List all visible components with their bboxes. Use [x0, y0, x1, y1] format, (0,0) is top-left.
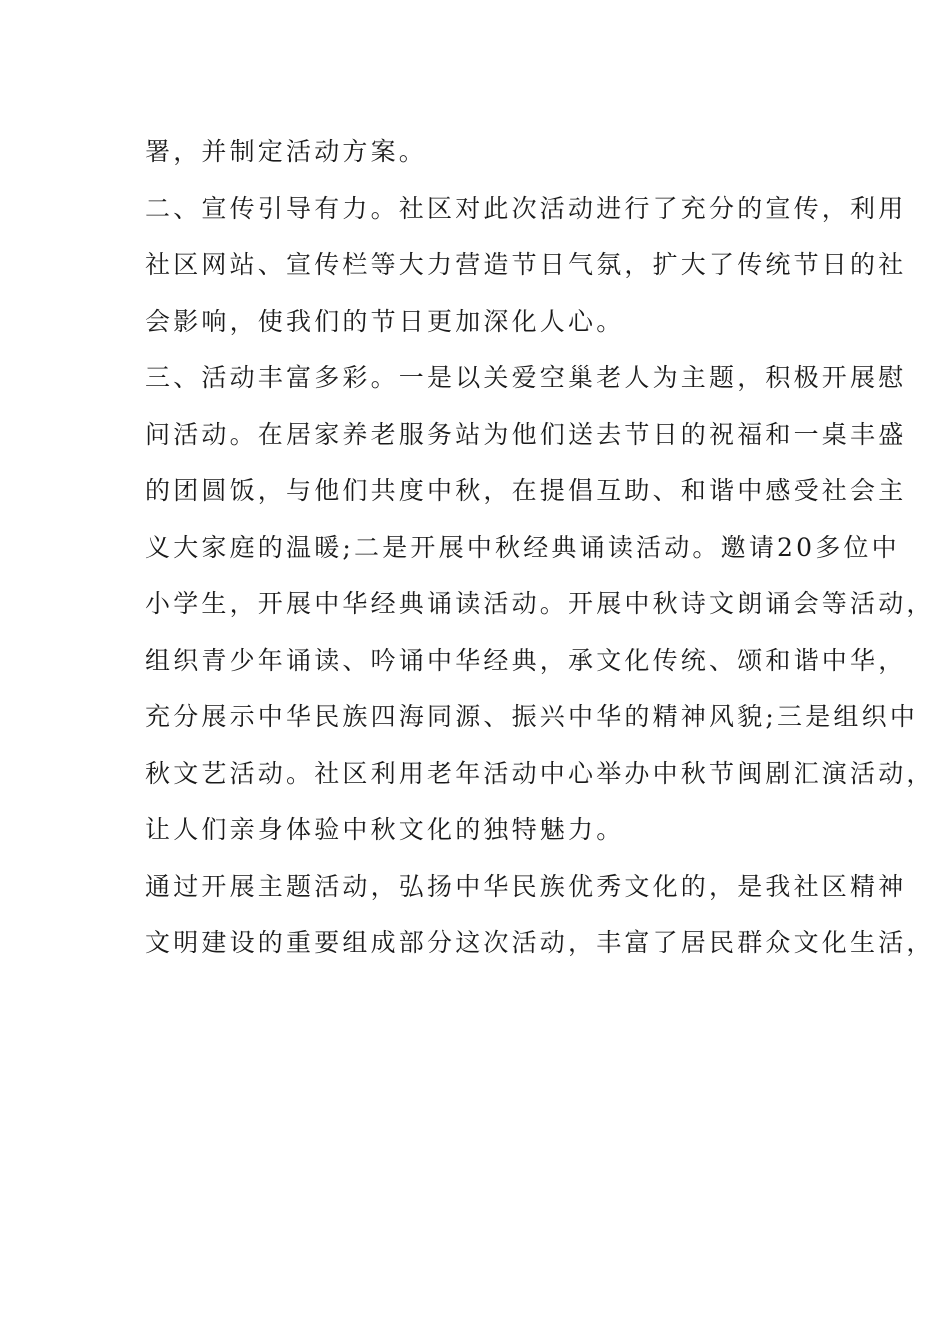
text-line: 义大家庭的温暖;二是开展中秋经典诵读活动。邀请20多位中 — [145, 532, 900, 562]
text-line: 小学生，开展中华经典诵读活动。开展中秋诗文朗诵会等活动， — [145, 589, 935, 618]
text-line: 让人们亲身体验中秋文化的独特魅力。 — [145, 815, 625, 844]
text-line: 充分展示中华民族四海同源、振兴中华的精神风貌;三是组织中 — [145, 702, 919, 731]
text-line: 署，并制定活动方案。 — [145, 137, 428, 166]
text-line: 通过开展主题活动，弘扬中华民族优秀文化的，是我社区精神 — [145, 871, 907, 901]
text-line: 二、宣传引导有力。社区对此次活动进行了充分的宣传，利用 — [145, 193, 907, 223]
text-line: 三、活动丰富多彩。一是以关爱空巢老人为主题，积极开展慰 — [145, 363, 907, 392]
text-line: 的团圆饭，与他们共度中秋，在提倡互助、和谐中感受社会主 — [145, 476, 907, 505]
text-line: 组织青少年诵读、吟诵中华经典，承文化传统、颂和谐中华， — [145, 645, 907, 675]
text-line: 社区网站、宣传栏等大力营造节日气氛，扩大了传统节日的社 — [145, 250, 907, 279]
text-line: 文明建设的重要组成部分这次活动，丰富了居民群众文化生活， — [145, 928, 935, 957]
text-line: 秋文艺活动。社区利用老年活动中心举办中秋节闽剧汇演活动， — [145, 758, 935, 788]
text-line: 问活动。在居家养老服务站为他们送去节日的祝福和一桌丰盛 — [145, 419, 907, 449]
document-body — [145, 130, 935, 978]
text-line: 会影响，使我们的节日更加深化人心。 — [145, 306, 625, 336]
